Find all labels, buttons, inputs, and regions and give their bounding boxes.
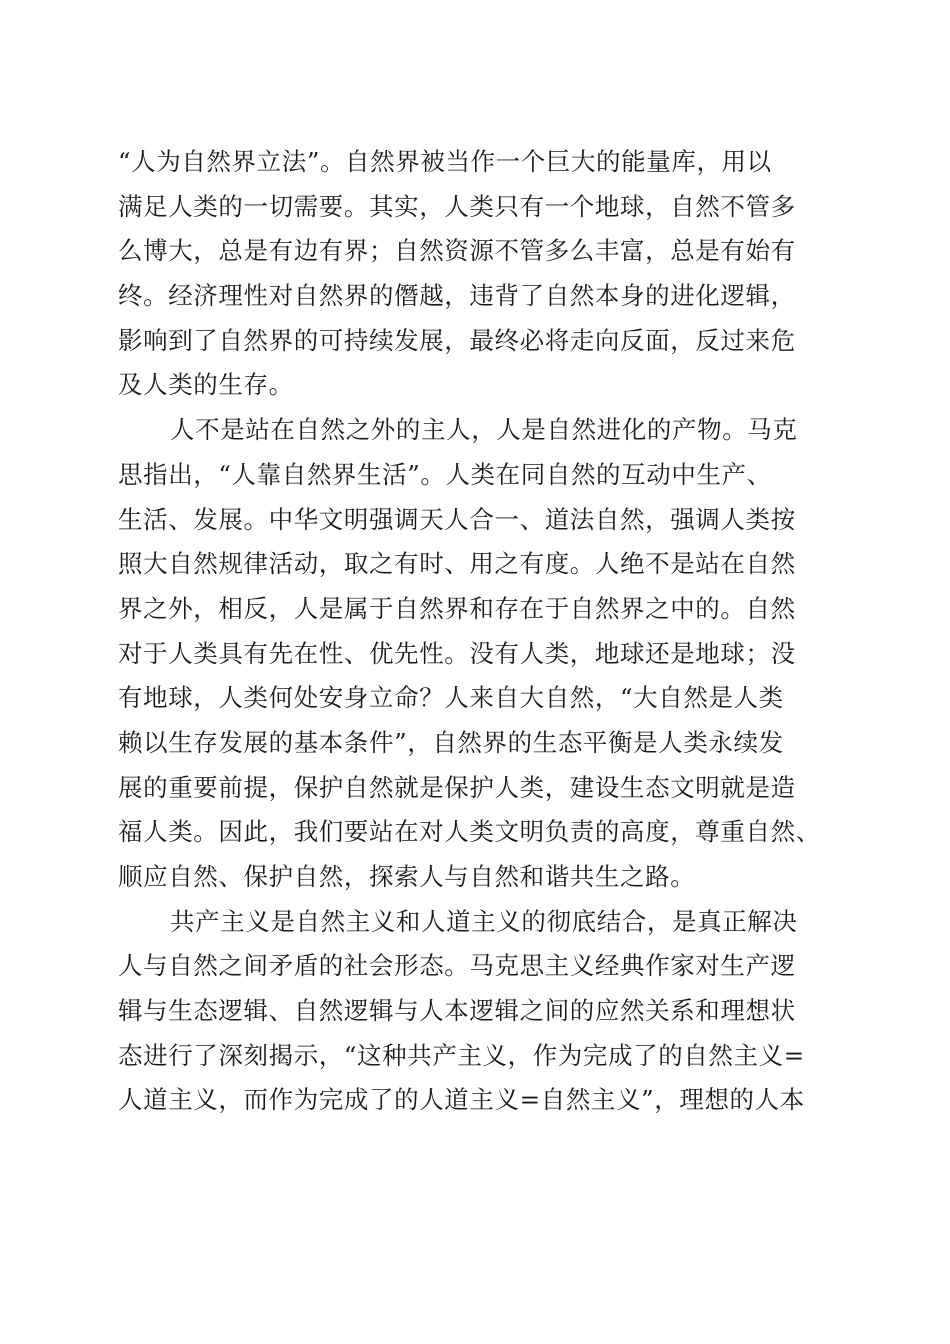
text-line: 人道主义，而作为完成了的人道主义=自然主义”，理想的人本: [118, 1085, 805, 1115]
body-text: [118, 140, 838, 1123]
text-line: 展的重要前提，保护自然就是保护人类，建设生态文明就是造: [118, 772, 796, 802]
text-line: 有地球，人类何处安身立命？人来自大自然，“大自然是人类: [118, 683, 784, 713]
text-line: 辑与生态逻辑、自然逻辑与人本逻辑之间的应然关系和理想状: [118, 996, 796, 1026]
text-line: 态进行了深刻揭示，“这种共产主义，作为完成了的自然主义=: [118, 1040, 805, 1070]
text-line: 人不是站在自然之外的主人，人是自然进化的产物。马克: [170, 415, 798, 445]
text-line: 共产主义是自然主义和人道主义的彻底结合，是真正解决: [170, 906, 798, 936]
text-line: 终。经济理性对自然界的僭越，违背了自然本身的进化逻辑，: [118, 281, 796, 311]
text-line: 满足人类的一切需要。其实，人类只有一个地球，自然不管多: [118, 191, 796, 221]
text-line: “人为自然界立法”。自然界被当作一个巨大的能量库，用以: [118, 147, 772, 176]
text-line: 影响到了自然界的可持续发展，最终必将走向反面，反过来危: [118, 325, 796, 355]
text-line: 人与自然之间矛盾的社会形态。马克思主义经典作家对生产逻: [118, 951, 796, 981]
text-line: 顺应自然、保护自然，探索人与自然和谐共生之路。: [118, 862, 696, 891]
text-line: 么博大，总是有边有界；自然资源不管多么丰富，总是有始有: [118, 236, 796, 266]
text-line: 思指出，“人靠自然界生活”。人类在同自然的互动中生产、: [118, 459, 772, 489]
text-line: 界之外，相反，人是属于自然界和存在于自然界之中的。自然: [118, 593, 796, 623]
text-line: 对于人类具有先在性、优先性。没有人类，地球还是地球；没: [118, 638, 796, 668]
text-line: 生活、发展。中华文明强调天人合一、道法自然，强调人类按: [118, 504, 796, 534]
text-line: 照大自然规律活动，取之有时、用之有度。人绝不是站在自然: [118, 549, 796, 579]
text-line: 赖以生存发展的基本条件”，自然界的生态平衡是人类永续发: [118, 727, 784, 757]
text-line: 及人类的生存。: [118, 370, 294, 400]
text-line: 福人类。因此，我们要站在对人类文明负责的高度，尊重自然、: [118, 817, 821, 847]
